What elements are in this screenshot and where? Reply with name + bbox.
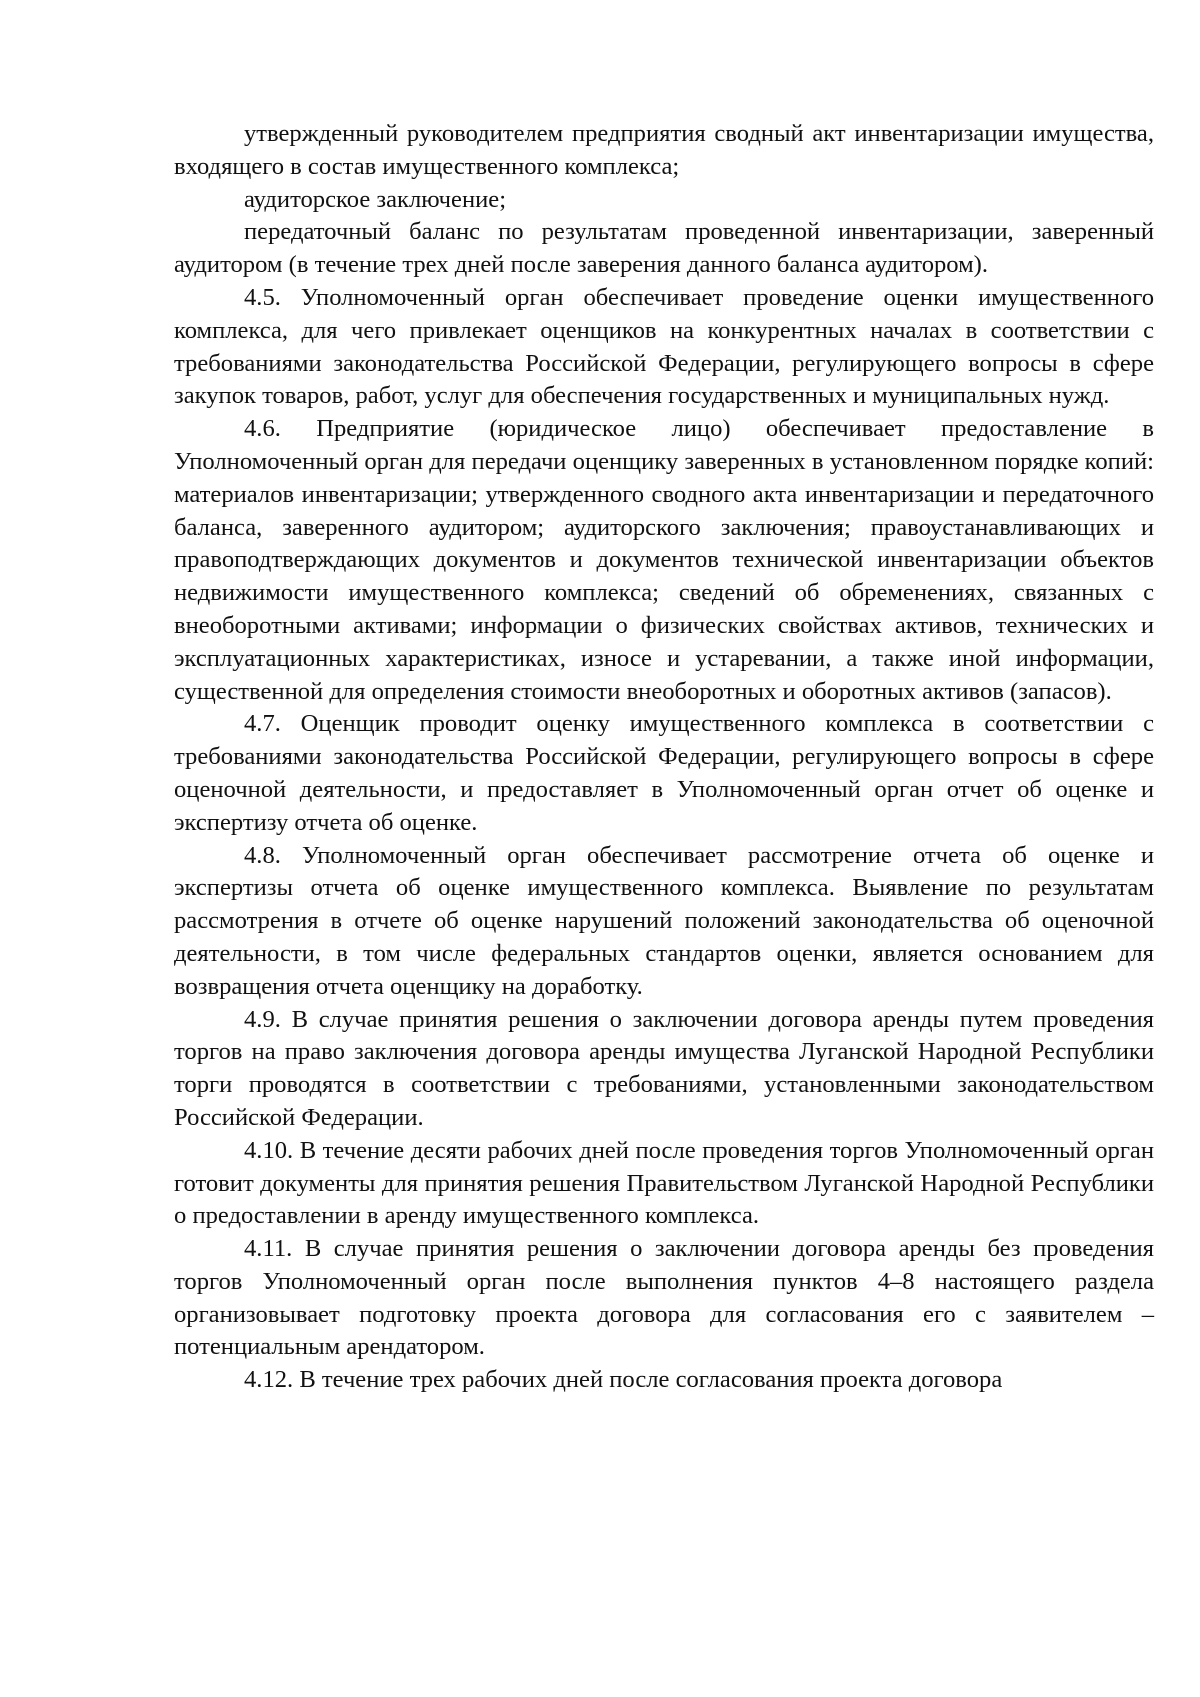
paragraph-audit-conclusion: аудиторское заключение; [244,185,507,213]
paragraph-4-6: 4.6. Предприятие (юридическое лицо) обеспечивает предоставление в Уполномоченный орган для передачи оценщику заверенных в установленном порядке копий: материалов инвентаризации; утвержденного сводного акта инвентаризации и передаточного баланса, заверенного аудитором; аудиторского заключения; правоустанавливающих и правоподтверждающих документов и документов технической инвентаризации объектов недвижимости имущественного комплекса; сведений об обременениях, связанных с внеоборотными активами; информации о физических свойствах активов, технических и эксплуатационных характеристиках, износе и устаревании, а также иной информации, существенной для определения стоимости внеоборотных и оборотных активов (запасов). [174,415,1154,705]
paragraph-4-9: 4.9. В случае принятия решения о заключении договора аренды путем проведения торгов на право заключения договора аренды имущества Луганской Народной Республики торги проводятся в соответствии с требованиями, установленными законодательством Российской Федерации. [174,1005,1154,1131]
paragraph-4-12: 4.12. В течение трех рабочих дней после согласования проекта договора [244,1366,1003,1394]
paragraph-transfer-balance: передаточный баланс по результатам проведенной инвентаризации, заверенный аудитором (в течение трех дней после заверения данного баланса аудитором). [174,218,1154,279]
paragraph-act-inventory: утвержденный руководителем предприятия сводный акт инвентаризации имущества, входящего в состав имущественного комплекса; [174,120,1154,180]
paragraph-4-10: 4.10. В течение десяти рабочих дней после проведения торгов Уполномоченный орган готовит документы для принятия решения Правительством Луганской Народной Республики о предоставлении в аренду имущественного комплекса. [174,1136,1154,1230]
paragraph-4-11: 4.11. В случае принятия решения о заключении договора аренды без проведения торгов Уполномоченный орган после выполнения пунктов 4–8 настоящего раздела организовывает подготовку проекта договора для согласования его с заявителем – потенциальным арендатором. [174,1235,1154,1361]
paragraph-4-7: 4.7. Оценщик проводит оценку имущественного комплекса в соответствии с требованиями законодательства Российской Федерации, регулирующего вопросы в сфере оценочной деятельности, и предоставляет в Уполномоченный орган отчет об оценке и экспертизу отчета об оценке. [174,710,1154,836]
document-page [174,118,1154,1397]
paragraph-4-8: 4.8. Уполномоченный орган обеспечивает рассмотрение отчета об оценке и экспертизы отчета об оценке имущественного комплекса. Выявление по результатам рассмотрения в отчете об оценке нарушений положений законодательства об оценочной деятельности, в том числе федеральных стандартов оценки, является основанием для возвращения отчета оценщику на доработку. [174,841,1154,1000]
paragraph-4-5: 4.5. Уполномоченный орган обеспечивает проведение оценки имущественного комплекса, для чего привлекает оценщиков на конкурентных началах в соответствии с требованиями законодательства Российской Федерации, регулирующего вопросы в сфере закупок товаров, работ, услуг для обеспечения государственных и муниципальных нужд. [174,283,1154,410]
